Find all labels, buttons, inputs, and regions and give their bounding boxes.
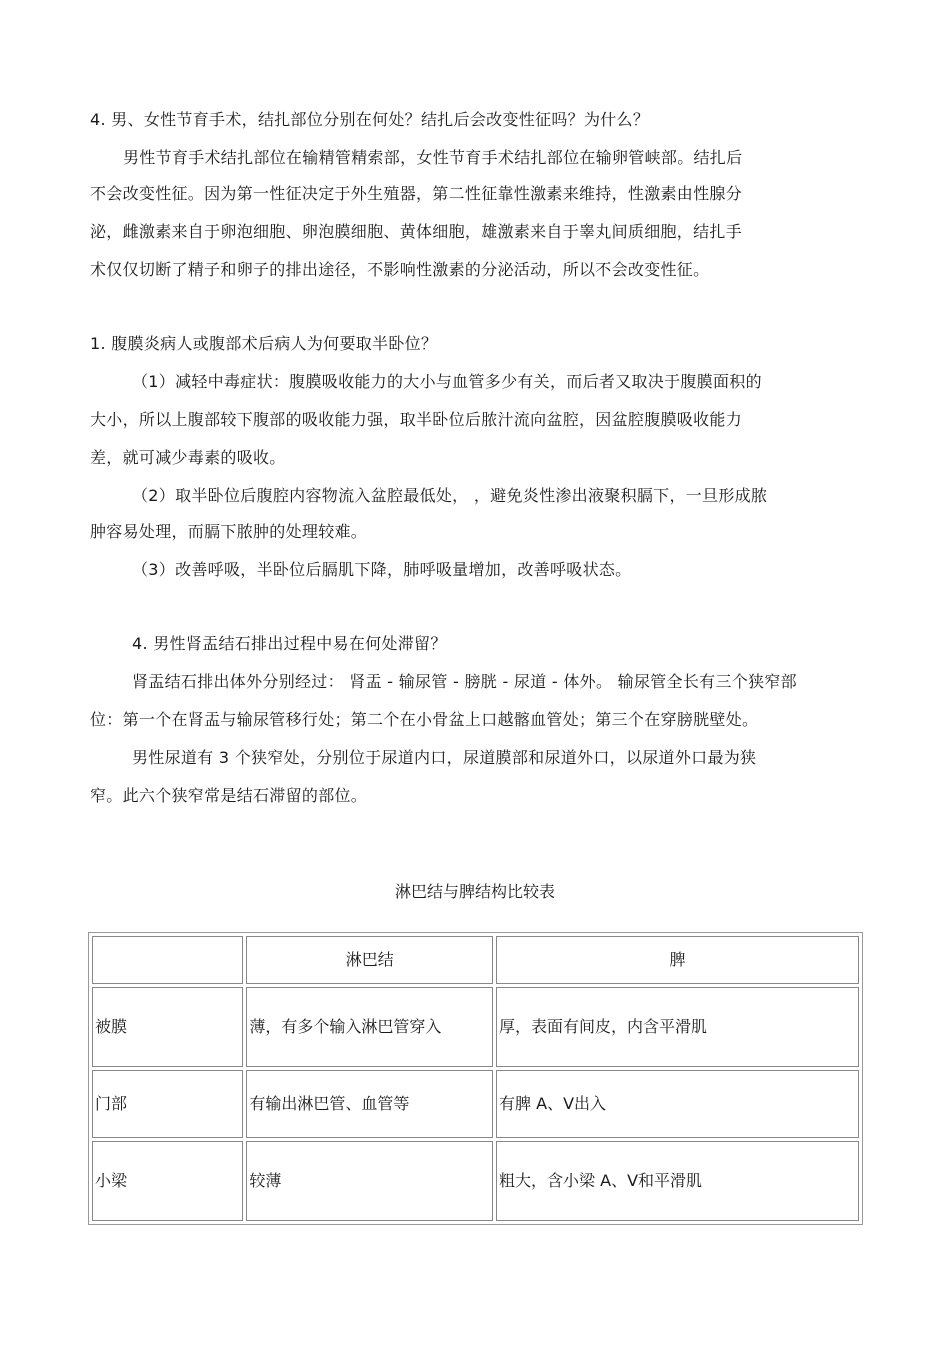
table-cell: 较薄 (246, 1141, 493, 1221)
answer-line: 泌，雌激素来自于卵泡细胞、卵泡膜细胞、黄体细胞，雄激素来自于睾丸间质细胞，结扎手 (90, 222, 743, 241)
table-header-row (92, 936, 859, 984)
comparison-table (88, 932, 863, 1225)
table-cell: 门部 (92, 1070, 243, 1138)
table-row (92, 987, 859, 1067)
question-kidney-stone: 4. 男性肾盂结石排出过程中易在何处滞留？ (132, 634, 447, 653)
answer-line: 男性尿道有 3 个狭窄处，分别位于尿道内口，尿道膜部和尿道外口，以尿道外口最为狭 (132, 748, 757, 767)
table-cell: 被膜 (92, 987, 243, 1067)
table-title: 淋巴结与脾结构比较表 (394, 882, 555, 901)
answer-line: 位：第一个在肾盂与输尿管移行处；第二个在小骨盆上口越髂血管处；第三个在穿膀胱壁处。 (90, 710, 759, 729)
table-header-cell: 淋巴结 (246, 936, 493, 984)
table-cell: 薄，有多个输入淋巴管穿入 (246, 987, 493, 1067)
answer-line: 差，就可减少毒素的吸收。 (90, 448, 286, 467)
table-cell: 厚，表面有间皮，内含平滑肌 (496, 987, 859, 1067)
table-cell: 有输出淋巴管、血管等 (246, 1070, 493, 1138)
table-cell: 有脾 A、V出入 (496, 1070, 859, 1138)
table-cell: 小梁 (92, 1141, 243, 1221)
answer-line: 肿容易处理，而膈下脓肿的处理较难。 (90, 522, 368, 541)
table-row (92, 1141, 859, 1221)
answer-line: 术仅仅切断了精子和卵子的排出途径，不影响性激素的分泌活动，所以不会改变性征。 (90, 260, 710, 279)
table-header-cell: 脾 (496, 936, 859, 984)
table-header-cell (92, 936, 243, 984)
answer-line: （2）取半卧位后腹腔内容物流入盆腔最低处， ，避免炎性渗出液聚积膈下，一旦形成脓 (132, 486, 768, 505)
answer-line: （3）改善呼吸，半卧位后膈肌下降，肺呼吸量增加，改善呼吸状态。 (132, 560, 632, 579)
answer-line: 不会改变性征。因为第一性征决定于外生殖器，第二性征靠性激素来维持，性激素由性腺分 (90, 184, 743, 203)
question-sterilization: 4. 男、女性节育手术，结扎部位分别在何处？结扎后会改变性征吗？为什么？ (90, 110, 650, 129)
table-cell: 粗大，含小梁 A、V和平滑肌 (496, 1141, 859, 1221)
answer-line: （1）减轻中毒症状：腹膜吸收能力的大小与血管多少有关，而后者又取决于腹膜面积的 (132, 372, 762, 391)
question-semi-recumbent: 1. 腹膜炎病人或腹部术后病人为何要取半卧位？ (90, 334, 438, 353)
answer-line: 肾盂结石排出体外分别经过： 肾盂 - 输尿管 - 膀胱 - 尿道 - 体外。 输尿管全长有三个狭窄部 (132, 672, 797, 691)
answer-line: 窄。此六个狭窄常是结石滞留的部位。 (90, 786, 368, 805)
answer-line: 大小，所以上腹部较下腹部的吸收能力强，取半卧位后脓汁流向盆腔，因盆腔腹膜吸收能力 (90, 410, 743, 429)
answer-line: 男性节育手术结扎部位在输精管精索部，女性节育手术结扎部位在输卵管峡部。结扎后 (123, 148, 743, 167)
table-row (92, 1070, 859, 1138)
